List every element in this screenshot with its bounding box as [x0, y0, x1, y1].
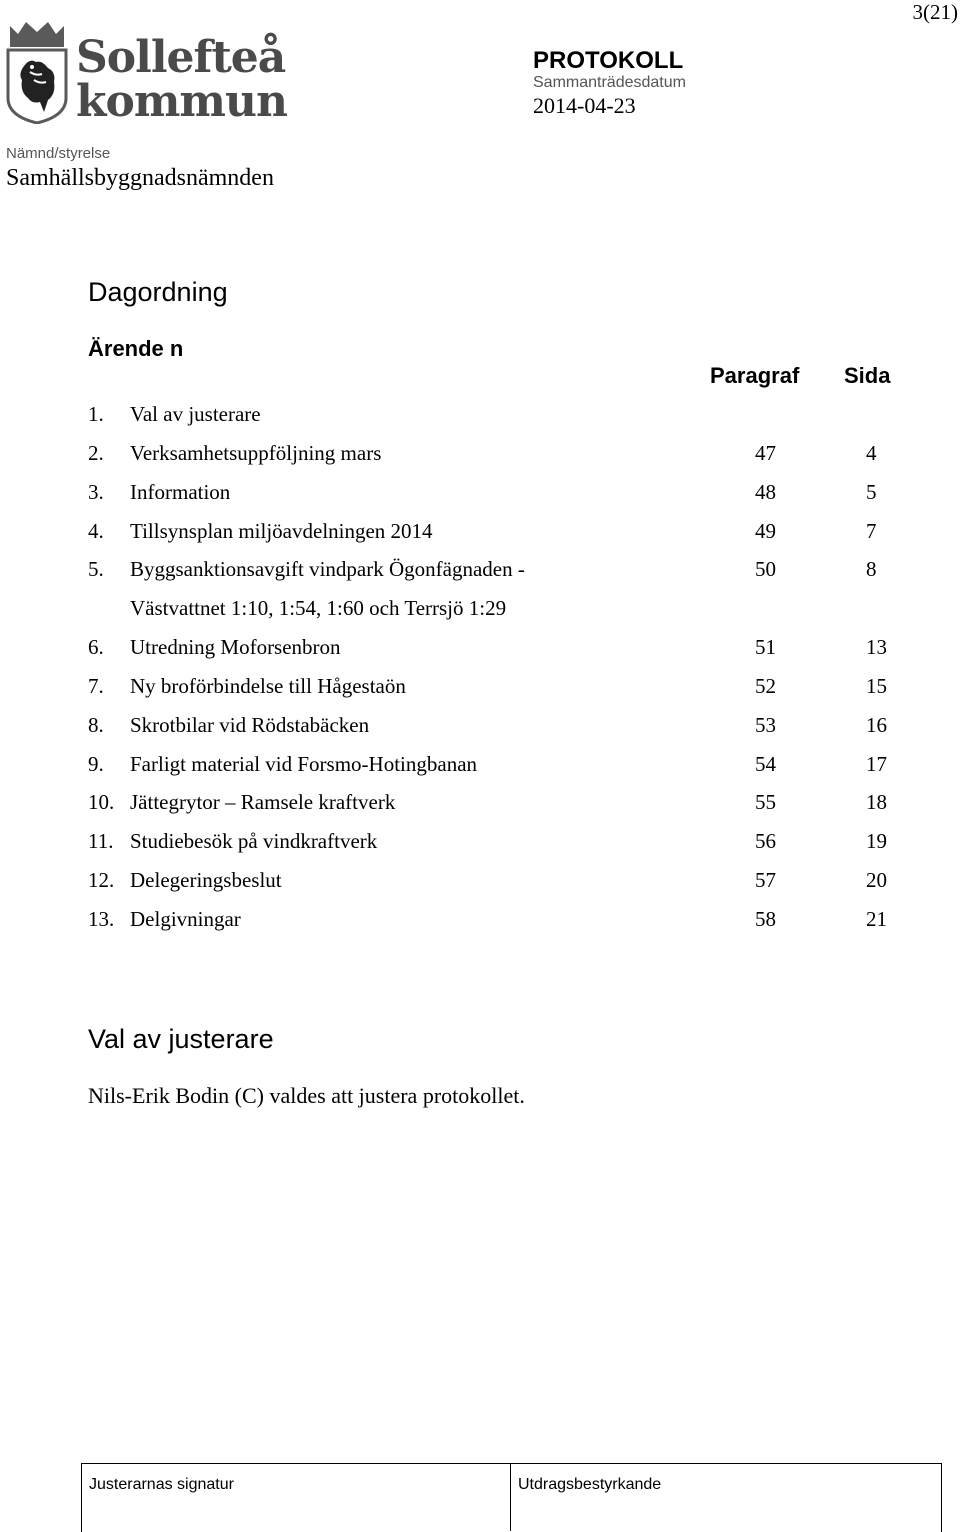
item-text: Skrotbilar vid Rödstabäcken	[130, 712, 370, 737]
item-number: 9.	[88, 751, 104, 776]
list-item	[0, 900, 960, 939]
item-number: 12.	[88, 868, 115, 893]
item-text: Val av justerare	[130, 402, 261, 426]
item-paragraph: 56	[755, 829, 776, 854]
item-number: 4.	[88, 518, 104, 543]
column-header-paragraph: Paragraf	[710, 363, 800, 388]
item-text: Delegeringsbeslut	[130, 868, 282, 893]
item-page: 20	[866, 868, 887, 893]
document-type: PROTOKOLL	[533, 47, 684, 74]
list-item	[0, 589, 960, 628]
municipality-logo	[4, 20, 287, 127]
item-text: Ny broförbindelse till Hågestaön	[130, 673, 406, 698]
coat-of-arms-icon	[4, 20, 70, 124]
item-page: 4	[866, 440, 877, 465]
item-page: 7	[866, 518, 877, 543]
item-page: 21	[866, 906, 887, 931]
list-item	[0, 783, 960, 822]
item-number: 5.	[88, 557, 104, 582]
item-text: Farligt material vid Forsmo-Hotingbanan	[130, 751, 478, 776]
list-item	[0, 512, 960, 551]
item-number: 3.	[88, 479, 104, 504]
section-text: Nils-Erik Bodin (C) valdes att justera protokollet.	[88, 1083, 525, 1108]
item-text: Tillsynsplan miljöavdelningen 2014	[130, 518, 433, 543]
logo-wordmark	[76, 32, 287, 127]
meeting-date: 2014-04-23	[533, 93, 636, 118]
footer-signature-box	[81, 1463, 942, 1532]
item-page: 8	[866, 557, 877, 582]
agenda-title: Dagordning	[88, 277, 228, 307]
item-text: Utredning Moforsenbron	[130, 635, 341, 660]
item-number: 8.	[88, 712, 104, 737]
list-item	[0, 745, 960, 784]
list-item	[0, 550, 960, 589]
item-number: 1.	[88, 402, 104, 426]
list-item	[0, 822, 960, 861]
item-paragraph: 50	[755, 557, 776, 582]
item-page: 19	[866, 829, 887, 854]
logo-line-2: kommun	[76, 76, 287, 127]
item-number: 13.	[88, 906, 115, 931]
item-paragraph: 55	[755, 790, 776, 815]
item-number: 2.	[88, 440, 104, 465]
item-page: 15	[866, 673, 887, 698]
item-text: Västvattnet 1:10, 1:54, 1:60 och Terrsjö 1:29	[130, 596, 507, 621]
item-page: 5	[866, 479, 877, 504]
logo-line-1: Sollefteå	[76, 32, 286, 83]
board-label: Nämnd/styrelse	[6, 145, 111, 162]
item-paragraph: 49	[755, 518, 776, 543]
item-paragraph: 53	[755, 712, 776, 737]
item-paragraph: 57	[755, 868, 776, 893]
section-title: Val av justerare	[88, 1024, 274, 1054]
item-number: 10.	[88, 790, 115, 815]
item-page: 17	[866, 751, 887, 776]
item-page: 18	[866, 790, 887, 815]
list-item	[0, 706, 960, 745]
item-paragraph: 47	[755, 440, 776, 465]
list-item	[0, 473, 960, 512]
list-item	[0, 628, 960, 667]
list-item	[0, 395, 960, 434]
list-item	[0, 861, 960, 900]
footer-divider	[510, 1463, 511, 1531]
column-header-page: Sida	[844, 363, 891, 388]
list-item	[0, 667, 960, 706]
item-paragraph: 51	[755, 635, 776, 660]
item-paragraph: 54	[755, 751, 776, 776]
list-item	[0, 434, 960, 473]
item-text: Delgivningar	[130, 906, 241, 931]
item-text: Verksamhetsuppföljning mars	[130, 440, 382, 465]
item-text: Byggsanktionsavgift vindpark Ögonfägnaden -	[130, 557, 525, 582]
item-paragraph: 58	[755, 906, 776, 931]
signature-label: Justerarnas signatur	[89, 1476, 234, 1493]
page-number: 3(21)	[912, 0, 958, 24]
cases-heading: Ärende n	[88, 336, 184, 361]
item-paragraph: 52	[755, 673, 776, 698]
item-text: Information	[130, 479, 231, 504]
item-number: 11.	[88, 829, 114, 854]
item-number: 6.	[88, 635, 104, 660]
item-number: 7.	[88, 673, 104, 698]
meeting-date-label: Sammanträdesdatum	[533, 74, 686, 91]
item-text: Studiebesök på vindkraftverk	[130, 829, 378, 854]
item-paragraph: 48	[755, 479, 776, 504]
item-page: 16	[866, 712, 887, 737]
item-page: 13	[866, 635, 887, 660]
agenda-list	[0, 395, 960, 939]
extract-label: Utdragsbestyrkande	[518, 1476, 662, 1493]
board-name: Samhällsbyggnadsnämnden	[6, 165, 274, 191]
item-text: Jättegrytor – Ramsele kraftverk	[130, 790, 396, 815]
